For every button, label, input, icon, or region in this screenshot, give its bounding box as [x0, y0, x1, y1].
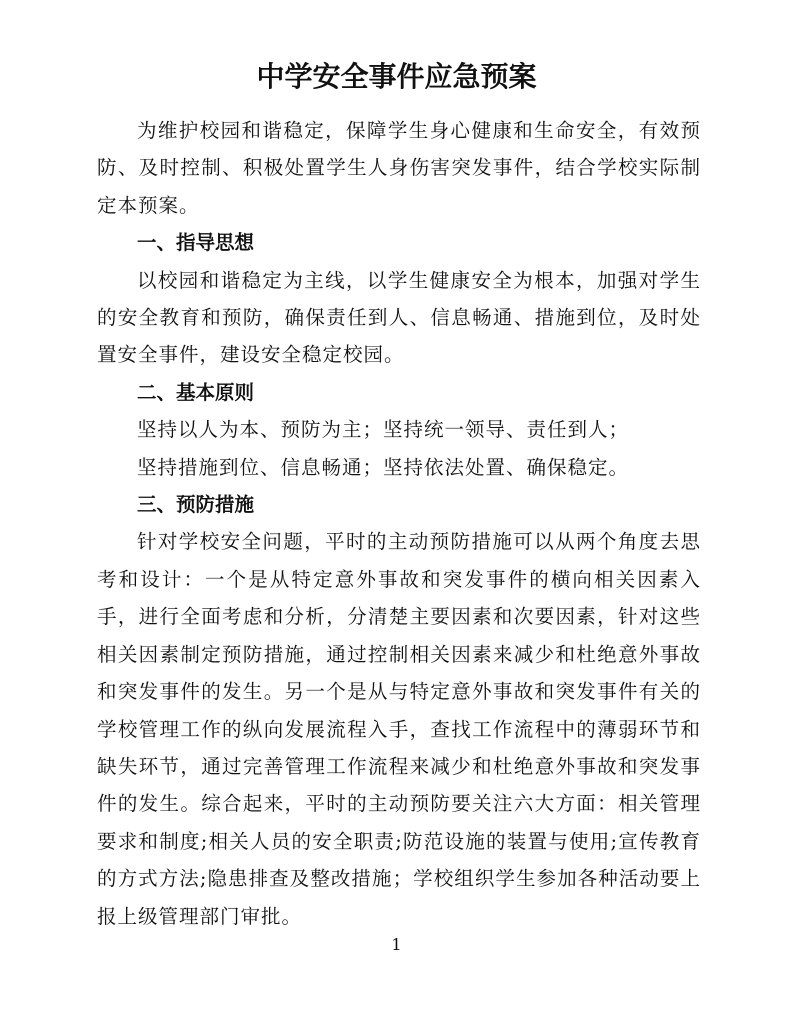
basic-principles-line-2: 坚持措施到位、信息畅通；坚持依法处置、确保稳定。: [137, 455, 630, 479]
guiding-ideology-paragraph: 以校园和谐稳定为主线，以学生健康安全为根本，加强对学生的安全教育和预防，确保责任到人、信息畅通、措施到位，及时处置安全事件，建设安全稳定校园。: [97, 268, 701, 367]
document-title: 中学安全事件应急预案: [256, 60, 537, 93]
page-number: 1: [391, 935, 402, 954]
basic-principles-line-1: 坚持以人为本、预防为主；坚持统一领导、责任到人；: [137, 418, 630, 442]
section-heading-basic-principles: 二、基本原则: [137, 380, 255, 404]
section-heading-preventive-measures: 三、预防措施: [137, 493, 255, 517]
section-heading-guiding-ideology: 一、指导思想: [137, 231, 255, 255]
intro-paragraph: 为维护校园和谐稳定，保障学生身心健康和生命安全，有效预防、及时控制、积极处置学生人身伤害突发事件，结合学校实际制定本预案。: [97, 119, 701, 217]
preventive-measures-paragraph: 针对学校安全问题，平时的主动预防措施可以从两个角度去思考和设计：一个是从特定意外事故和突发事件的横向相关因素入手，进行全面考虑和分析，分清楚主要因素和次要因素，针对这些相关因素制定预防措施，通过控制相关因素来减少和杜绝意外事故和突发事件的发生。另一个是从与特定意外事故和突发事件有关的学校管理工作的纵向发展流程入手，查找工作流程中的薄弱环节和缺失环节，通过完善管理工作流程来减少和杜绝意外事故和突发事件的发生。综合起来，平时的主动预防要关注六大方面：相关管理要求和制度;相关人员的安全职责;防范设施的装置与使用;宣传教育的方式方法;隐患排查及整改措施；学校组织学生参加各种活动要上报上级管理部门审批。: [97, 530, 701, 928]
document-body: [97, 112, 701, 935]
